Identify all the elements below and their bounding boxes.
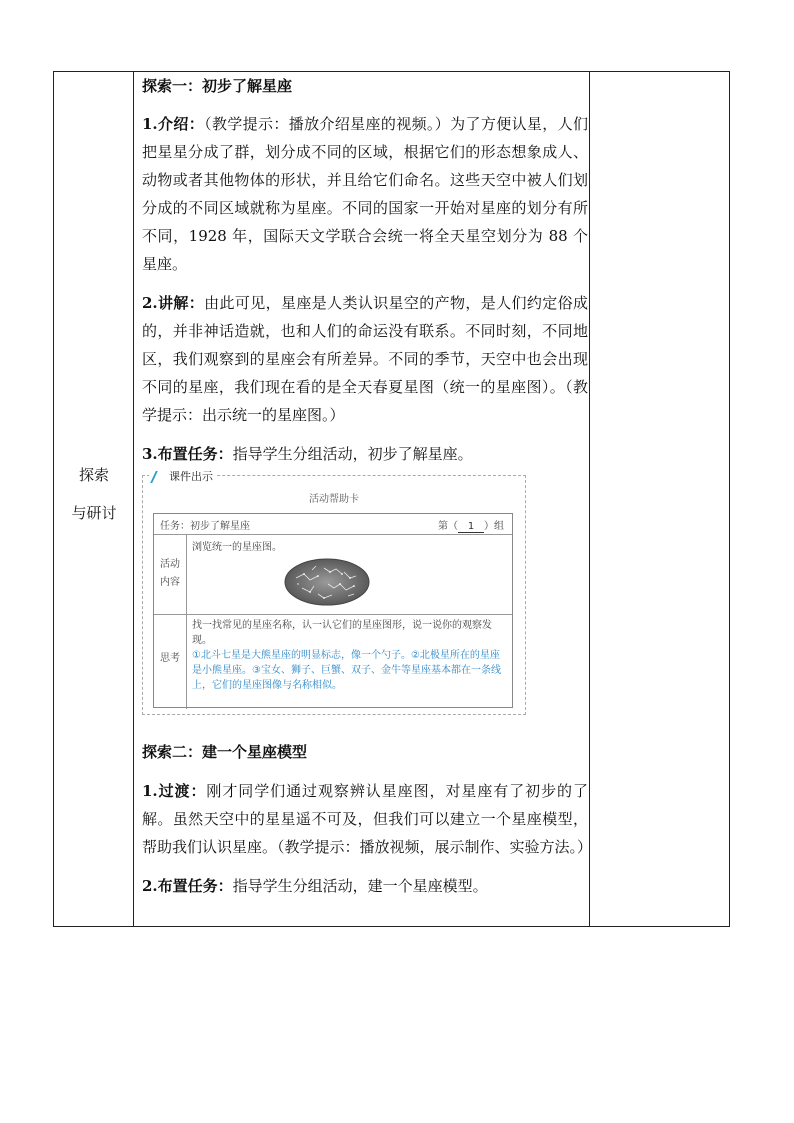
section2-para1 — [142, 777, 593, 861]
card-task: 任务：初步了解星座 — [160, 521, 250, 532]
activity-help-card — [142, 470, 526, 715]
column-divider — [589, 72, 590, 926]
group-number: 1 — [458, 521, 484, 533]
content-label-1: 活动 — [160, 559, 180, 570]
left-label-cell — [54, 72, 134, 926]
left-label-line2: 与研讨 — [71, 504, 117, 522]
para-label: 1.过渡： — [142, 782, 207, 800]
card-title: 活动帮助卡 — [309, 494, 359, 505]
para-label: 2.讲解： — [142, 294, 205, 312]
section1-heading: 探索一：初步了解星座 — [142, 77, 293, 95]
section1-para3 — [142, 440, 588, 468]
card-table — [153, 513, 513, 708]
section2-heading: 探索二：建一个星座模型 — [142, 743, 308, 761]
para-text: 由此可见，星座是人类认识星空的产物，是人们约定俗成的，并非神话造就，也和人们的命运没有联系。不同时刻，不同地区，我们观察到的星座会有所差异。不同的季节，天空中也会出现不同的星座，我们现在看的是全天春夏星图（统一的星座图）。（教学提示：出示统一的星座图。） — [142, 294, 588, 424]
card-think-row — [154, 614, 512, 709]
para-label: 2.布置任务： — [142, 877, 233, 895]
card-content-row — [154, 534, 512, 615]
para-text: 刚才同学们通过观察辨认星座图，对星座有了初步的了解。虽然天空中的星星遥不可及，但我们可以建立一个星座模型，帮助我们认识星座。（教学提示：播放视频，展示制作、实验方法。） — [142, 782, 593, 856]
left-label-line1: 探索 — [78, 466, 109, 484]
think-side-label — [154, 614, 187, 709]
card-tag — [149, 468, 217, 484]
think-question: 找一找常见的星座名称，认一认它们的星座图形，说一说你的观察发现。 — [192, 620, 492, 646]
para-text: （教学提示：播放介绍星座的视频。）为了方便认星，人们把星星分成了群，划分成不同的区域，根据它们的形态想象成人、动物或者其他物体的形状，并且给它们命名。这些天空中被人们划分成的不同区域就称为星座。不同的国家一开始对星座的划分有所不同，1928 年，国际天文学联合会统一将全天星空划分为 88 个星座。 — [142, 115, 588, 273]
lesson-table — [53, 71, 730, 927]
para-text: 指导学生分组活动，建一个星座模型。 — [232, 877, 488, 895]
section1-para2 — [142, 289, 588, 429]
pen-icon — [150, 471, 168, 483]
content-label-2: 内容 — [160, 577, 180, 588]
section1-para1 — [142, 110, 588, 278]
section2-para2 — [142, 872, 588, 900]
group-prefix: 第（ — [438, 521, 458, 532]
think-answer: ①北斗七星是大熊星座的明显标志，像一个勺子。②北极星所在的星座是小熊星座。③宝女、狮子、巨蟹、双子、金牛等星座基本都在一条线上，它们的星座图像与名称相似。 — [192, 650, 501, 691]
star-map-image — [284, 558, 370, 606]
card-group — [438, 517, 504, 533]
content-side-label — [154, 534, 187, 614]
para-text: 指导学生分组活动，初步了解星座。 — [232, 445, 473, 463]
think-content — [192, 618, 508, 693]
card-tag-label: 课件出示 — [169, 470, 213, 483]
card-task-row — [154, 514, 512, 535]
group-suffix: ）组 — [484, 521, 504, 532]
content-text: 浏览统一的星座图。 — [192, 542, 282, 553]
para-label: 3.布置任务： — [142, 445, 233, 463]
think-label: 思考 — [160, 653, 180, 664]
para-label: 1.介绍： — [142, 115, 205, 133]
